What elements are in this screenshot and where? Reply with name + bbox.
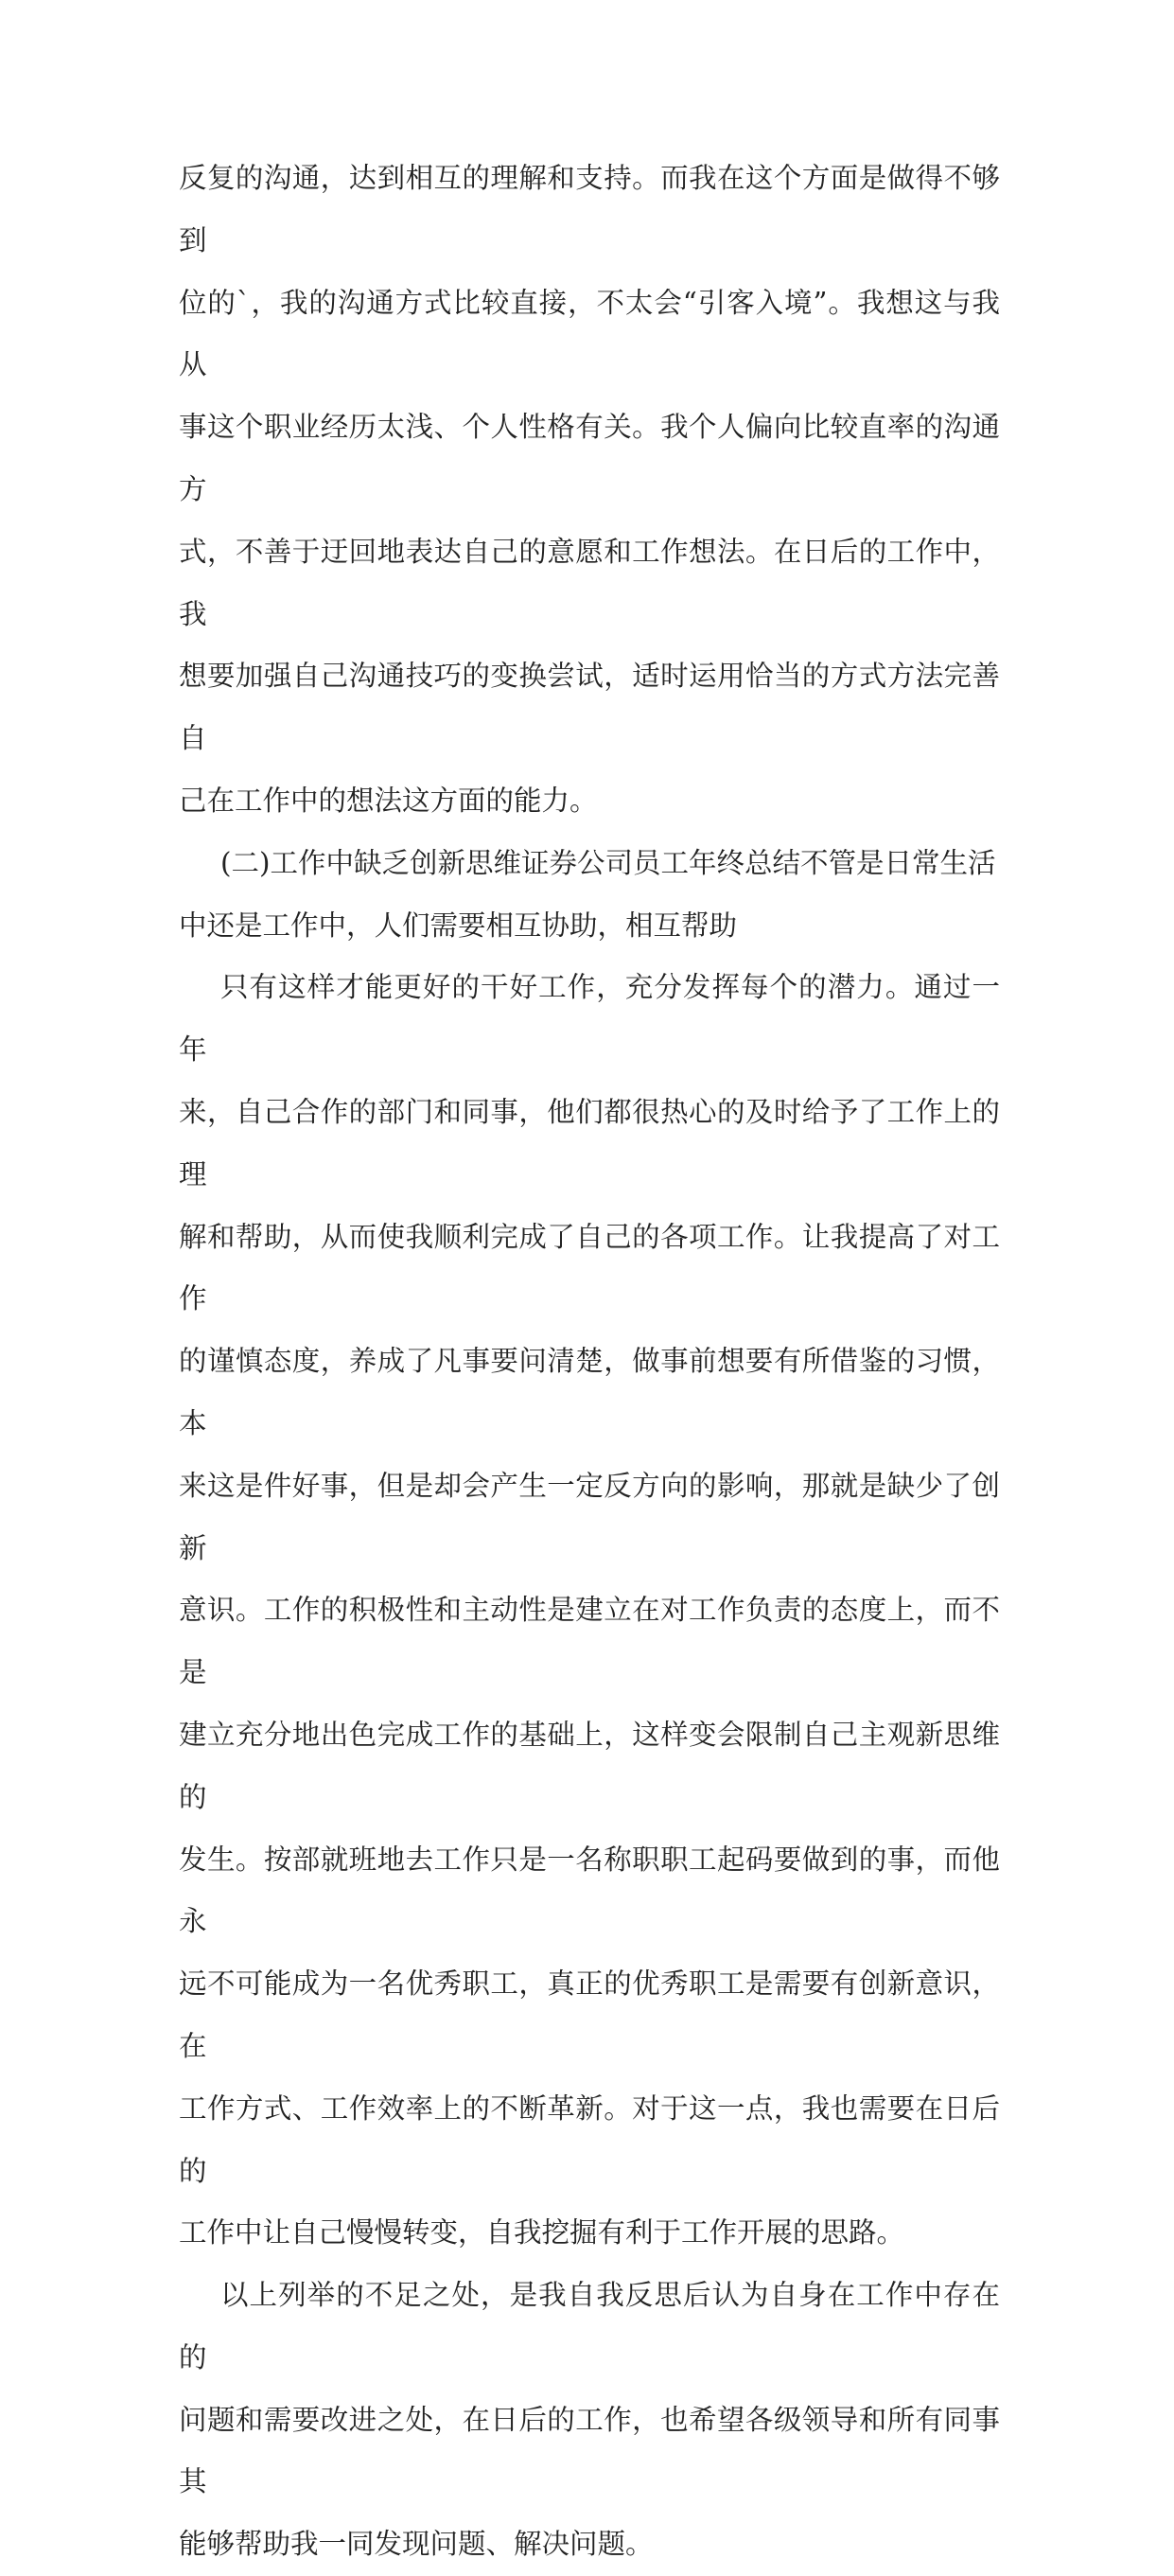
document-body (179, 148, 1000, 2576)
paragraph-conclusion: 以上列举的不足之处，是我自我反思后认为自身在工作中存在的 问题和需要改进之处，在日后的工作，也希望各级领导和所有同事其 能够帮助我一同发现问题、解决问题。 (179, 2279, 1000, 2561)
paragraph-communication: 反复的沟通，达到相互的理解和支持。而我在这个方面是做得不够到 位的`，我的沟通方式比较直接，不太会“引客入境”。我想这与我从 事这个职业经历太浅、个人性格有关。我个人偏向比较直率的沟通方 式，不善于迂回地表达自己的意愿和工作想法。在日后的工作中，我 想要加强自己沟通技巧的变换尝试，适时运用恰当的方式方法完善自 己在工作中的想法这方面的能力。 (179, 162, 1000, 817)
paragraph-lack-of-innovation-heading: (二)工作中缺乏创新思维证券公司员工年终总结不管是日常生活 中还是工作中，人们需要相互协助，相互帮助 (179, 846, 996, 942)
paragraph-innovation-detail: 只有这样才能更好的干好工作，充分发挥每个的潜力。通过一年 来，自己合作的部门和同事，他们都很热心的及时给予了工作上的理 解和帮助，从而使我顺利完成了自己的各项工作。让我提高了对工作 的谨慎态度，养成了凡事要问清楚，做事前想要有所借鉴的习惯，本 来这是件好事，但是却会产生一定反方向的影响，那就是缺少了创新 意识。工作的积极性和主动性是建立在对工作负责的态度上，而不是 建立充分地出色完成工作的基础上，这样变会限制自己主观新思维的 发生。按部就班地去工作只是一名称职职工起码要做到的事，而他永 远不可能成为一名优秀职工，真正的优秀职工是需要有创新意识，在 工作方式、工作效率上的不断革新。对于这一点，我也需要在日后的 工作中让自己慢慢转变，自我挖掘有利于工作开展的思路。 (179, 971, 1000, 2250)
